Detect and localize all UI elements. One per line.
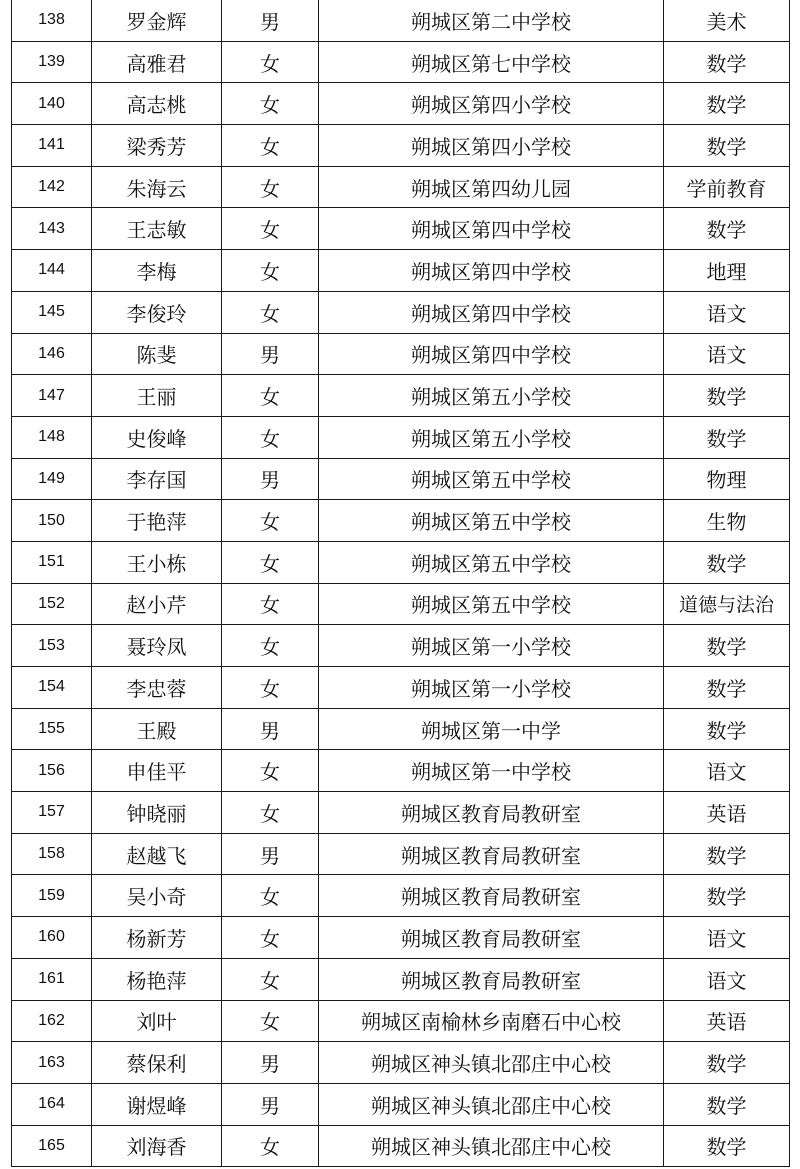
subject-cell: 数学: [664, 541, 790, 583]
table-row: [12, 750, 790, 792]
teacher-name-cell: 吴小奇: [92, 875, 222, 917]
row-number-cell: 138: [12, 0, 92, 41]
gender-cell: 女: [222, 250, 319, 292]
table-row: [12, 792, 790, 834]
school-cell: 朔城区神头镇北邵庄中心校: [319, 1083, 664, 1125]
teacher-name-cell: 王殿: [92, 708, 222, 750]
row-number-cell: 142: [12, 166, 92, 208]
gender-cell: 女: [222, 625, 319, 667]
table-row: [12, 917, 790, 959]
row-number-cell: 164: [12, 1083, 92, 1125]
subject-cell: 数学: [664, 667, 790, 709]
row-number-cell: 163: [12, 1042, 92, 1084]
teacher-roster-table: [11, 0, 790, 1167]
school-cell: 朔城区第四中学校: [319, 250, 664, 292]
school-cell: 朔城区第一小学校: [319, 625, 664, 667]
table-row: [12, 708, 790, 750]
school-cell: 朔城区第一小学校: [319, 667, 664, 709]
table-row: [12, 1042, 790, 1084]
subject-cell: 数学: [664, 833, 790, 875]
table-row: [12, 1083, 790, 1125]
table-row: [12, 625, 790, 667]
subject-cell: 物理: [664, 458, 790, 500]
teacher-name-cell: 罗金辉: [92, 0, 222, 41]
teacher-name-cell: 朱海云: [92, 166, 222, 208]
gender-cell: 女: [222, 125, 319, 167]
teacher-name-cell: 梁秀芳: [92, 125, 222, 167]
gender-cell: 男: [222, 458, 319, 500]
teacher-name-cell: 刘海香: [92, 1125, 222, 1167]
subject-cell: 英语: [664, 1000, 790, 1042]
gender-cell: 女: [222, 166, 319, 208]
subject-cell: 数学: [664, 708, 790, 750]
roster-body: [12, 0, 790, 1167]
gender-cell: 女: [222, 41, 319, 83]
table-row: [12, 333, 790, 375]
subject-cell: 语文: [664, 333, 790, 375]
table-row: [12, 41, 790, 83]
gender-cell: 女: [222, 750, 319, 792]
subject-cell: 数学: [664, 83, 790, 125]
school-cell: 朔城区教育局教研室: [319, 917, 664, 959]
row-number-cell: 147: [12, 375, 92, 417]
subject-cell: 语文: [664, 291, 790, 333]
school-cell: 朔城区第四幼儿园: [319, 166, 664, 208]
teacher-name-cell: 李俊玲: [92, 291, 222, 333]
school-cell: 朔城区教育局教研室: [319, 958, 664, 1000]
subject-cell: 美术: [664, 0, 790, 41]
teacher-name-cell: 杨新芳: [92, 917, 222, 959]
school-cell: 朔城区第五小学校: [319, 416, 664, 458]
row-number-cell: 151: [12, 541, 92, 583]
school-cell: 朔城区第四中学校: [319, 333, 664, 375]
row-number-cell: 148: [12, 416, 92, 458]
row-number-cell: 162: [12, 1000, 92, 1042]
subject-cell: 数学: [664, 208, 790, 250]
school-cell: 朔城区教育局教研室: [319, 875, 664, 917]
gender-cell: 女: [222, 792, 319, 834]
teacher-name-cell: 赵越飞: [92, 833, 222, 875]
table-row: [12, 458, 790, 500]
subject-cell: 地理: [664, 250, 790, 292]
row-number-cell: 157: [12, 792, 92, 834]
gender-cell: 女: [222, 917, 319, 959]
table-row: [12, 208, 790, 250]
table-row: [12, 875, 790, 917]
table-row: [12, 375, 790, 417]
table-row: [12, 667, 790, 709]
school-cell: 朔城区第四小学校: [319, 83, 664, 125]
subject-cell: 数学: [664, 1042, 790, 1084]
teacher-name-cell: 蔡保利: [92, 1042, 222, 1084]
gender-cell: 女: [222, 667, 319, 709]
teacher-name-cell: 王小栋: [92, 541, 222, 583]
gender-cell: 女: [222, 1125, 319, 1167]
gender-cell: 男: [222, 333, 319, 375]
table-row: [12, 250, 790, 292]
teacher-name-cell: 李忠蓉: [92, 667, 222, 709]
row-number-cell: 149: [12, 458, 92, 500]
school-cell: 朔城区第一中学校: [319, 750, 664, 792]
table-row: [12, 1000, 790, 1042]
school-cell: 朔城区第七中学校: [319, 41, 664, 83]
teacher-name-cell: 李存国: [92, 458, 222, 500]
gender-cell: 女: [222, 875, 319, 917]
school-cell: 朔城区第五中学校: [319, 458, 664, 500]
school-cell: 朔城区教育局教研室: [319, 792, 664, 834]
row-number-cell: 161: [12, 958, 92, 1000]
gender-cell: 女: [222, 583, 319, 625]
school-cell: 朔城区神头镇北邵庄中心校: [319, 1125, 664, 1167]
subject-cell: 语文: [664, 917, 790, 959]
gender-cell: 男: [222, 708, 319, 750]
gender-cell: 女: [222, 291, 319, 333]
gender-cell: 女: [222, 416, 319, 458]
gender-cell: 男: [222, 833, 319, 875]
row-number-cell: 158: [12, 833, 92, 875]
row-number-cell: 150: [12, 500, 92, 542]
subject-cell: 数学: [664, 41, 790, 83]
gender-cell: 男: [222, 1083, 319, 1125]
subject-cell: 道德与法治: [664, 583, 790, 625]
subject-cell: 语文: [664, 750, 790, 792]
school-cell: 朔城区第二中学校: [319, 0, 664, 41]
teacher-name-cell: 聂玲凤: [92, 625, 222, 667]
subject-cell: 生物: [664, 500, 790, 542]
row-number-cell: 165: [12, 1125, 92, 1167]
table-row: [12, 500, 790, 542]
teacher-name-cell: 史俊峰: [92, 416, 222, 458]
subject-cell: 英语: [664, 792, 790, 834]
teacher-name-cell: 谢煜峰: [92, 1083, 222, 1125]
subject-cell: 语文: [664, 958, 790, 1000]
teacher-name-cell: 陈斐: [92, 333, 222, 375]
row-number-cell: 141: [12, 125, 92, 167]
subject-cell: 数学: [664, 1125, 790, 1167]
row-number-cell: 144: [12, 250, 92, 292]
subject-cell: 数学: [664, 375, 790, 417]
row-number-cell: 140: [12, 83, 92, 125]
school-cell: 朔城区第五中学校: [319, 541, 664, 583]
teacher-name-cell: 申佳平: [92, 750, 222, 792]
row-number-cell: 143: [12, 208, 92, 250]
table-row: [12, 958, 790, 1000]
teacher-name-cell: 高雅君: [92, 41, 222, 83]
school-cell: 朔城区第四小学校: [319, 125, 664, 167]
gender-cell: 女: [222, 541, 319, 583]
school-cell: 朔城区南榆林乡南磨石中心校: [319, 1000, 664, 1042]
school-cell: 朔城区第四中学校: [319, 208, 664, 250]
row-number-cell: 146: [12, 333, 92, 375]
table-row: [12, 833, 790, 875]
teacher-name-cell: 钟晓丽: [92, 792, 222, 834]
gender-cell: 女: [222, 958, 319, 1000]
table-row: [12, 125, 790, 167]
teacher-name-cell: 王志敏: [92, 208, 222, 250]
subject-cell: 数学: [664, 125, 790, 167]
school-cell: 朔城区教育局教研室: [319, 833, 664, 875]
teacher-name-cell: 刘叶: [92, 1000, 222, 1042]
teacher-name-cell: 高志桃: [92, 83, 222, 125]
gender-cell: 男: [222, 1042, 319, 1084]
gender-cell: 女: [222, 1000, 319, 1042]
school-cell: 朔城区神头镇北邵庄中心校: [319, 1042, 664, 1084]
school-cell: 朔城区第四中学校: [319, 291, 664, 333]
table-row: [12, 166, 790, 208]
row-number-cell: 153: [12, 625, 92, 667]
teacher-name-cell: 王丽: [92, 375, 222, 417]
gender-cell: 女: [222, 83, 319, 125]
table-row: [12, 583, 790, 625]
gender-cell: 女: [222, 375, 319, 417]
gender-cell: 女: [222, 208, 319, 250]
table-row: [12, 83, 790, 125]
school-cell: 朔城区第五小学校: [319, 375, 664, 417]
row-number-cell: 152: [12, 583, 92, 625]
row-number-cell: 154: [12, 667, 92, 709]
gender-cell: 男: [222, 0, 319, 41]
row-number-cell: 155: [12, 708, 92, 750]
teacher-name-cell: 李梅: [92, 250, 222, 292]
table-row: [12, 0, 790, 41]
subject-cell: 数学: [664, 1083, 790, 1125]
teacher-name-cell: 于艳萍: [92, 500, 222, 542]
gender-cell: 女: [222, 500, 319, 542]
subject-cell: 学前教育: [664, 166, 790, 208]
table-row: [12, 541, 790, 583]
row-number-cell: 160: [12, 917, 92, 959]
subject-cell: 数学: [664, 625, 790, 667]
school-cell: 朔城区第五中学校: [319, 500, 664, 542]
row-number-cell: 159: [12, 875, 92, 917]
table-row: [12, 416, 790, 458]
row-number-cell: 145: [12, 291, 92, 333]
subject-cell: 数学: [664, 875, 790, 917]
row-number-cell: 139: [12, 41, 92, 83]
school-cell: 朔城区第五中学校: [319, 583, 664, 625]
teacher-name-cell: 杨艳萍: [92, 958, 222, 1000]
table-row: [12, 1125, 790, 1167]
table-row: [12, 291, 790, 333]
row-number-cell: 156: [12, 750, 92, 792]
teacher-name-cell: 赵小芹: [92, 583, 222, 625]
subject-cell: 数学: [664, 416, 790, 458]
school-cell: 朔城区第一中学: [319, 708, 664, 750]
